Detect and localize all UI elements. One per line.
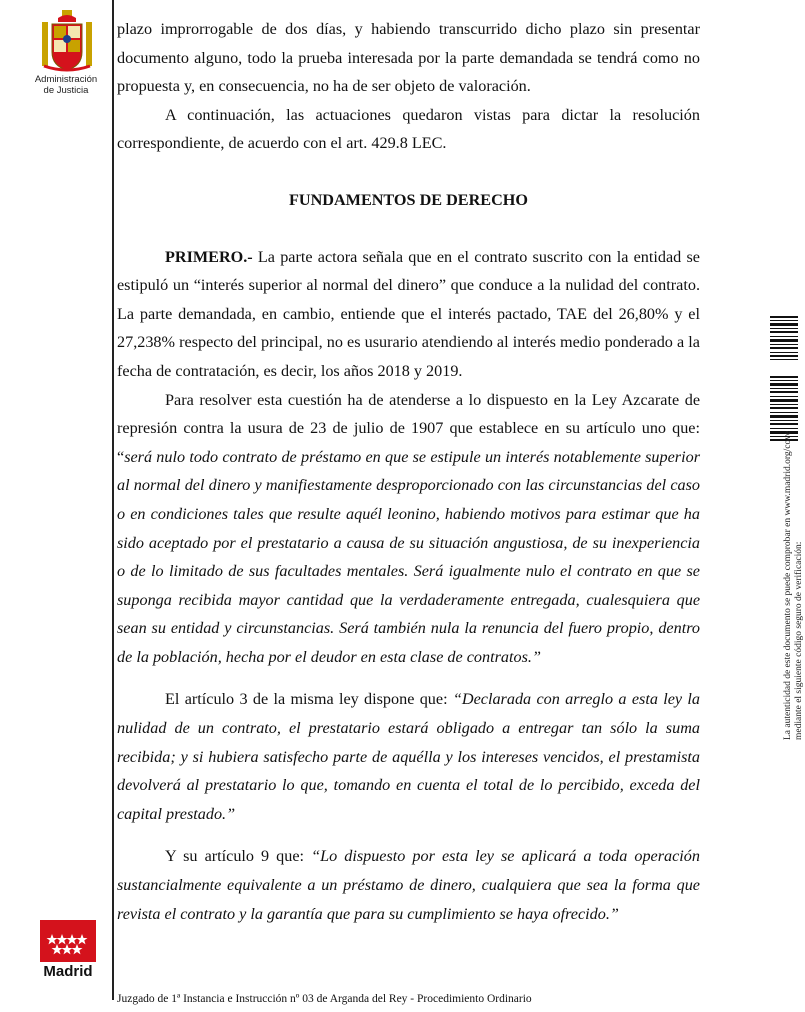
madrid-label: Madrid <box>43 963 93 980</box>
document-body <box>117 15 700 928</box>
margin-rule <box>112 0 114 1000</box>
footer-court-line: Juzgado de 1ª Instancia e Instrucción nº 03 de Arganda del Rey - Procedimiento Ordinario <box>117 993 532 1005</box>
paragraph-4 <box>117 386 700 672</box>
paragraph-5-text: El artículo 3 de la misma ley dispone que: <box>165 690 453 709</box>
primero-text: La parte actora señala que en el contrato suscrito con la entidad se estipuló un “interés superior al normal del dinero” que conduce a la nulidad del contrato. La parte demandada, en cambio, entiende que el interés pactado, TAE del 26,80% y el 27,238% respecto del principal, no es usurario atendiendo al interés medio ponderado a la fecha de contratación, es decir, los años 2018 y 2019. <box>117 247 700 380</box>
paragraph-5 <box>117 685 700 828</box>
paragraph-2: A continuación, las actuaciones quedaron vistas para dictar la resolución correspondiente, de acuerdo con el art. 429.8 LEC. <box>117 105 700 153</box>
institution-label <box>30 74 102 96</box>
paragraph-primero <box>117 243 700 386</box>
paragraph-5-quote: “Declarada con arreglo a esta ley la nulidad de un contrato, el prestatario estará obligado a entregar tan sólo la suma recibida; y si hubiera satisfecho parte de aquélla y los intereses vencidos, el prestamista devolverá al prestatario lo que, tomando en cuenta el total de lo percibido, exceda del capital prestado.” <box>117 690 701 823</box>
institution-line-1: Administración <box>34 74 98 85</box>
section-heading: FUNDAMENTOS DE DERECHO <box>289 190 528 209</box>
madrid-stars-icon <box>40 920 96 962</box>
madrid-flag-logo <box>40 920 96 962</box>
paragraph-6-quote: “Lo dispuesto por esta ley se aplicará a toda operación sustancialmente equivalente a un préstamo de dinero, cualquiera que sea la forma que revista el contrato y la garantía que para su cumplimiento se haya ofrecido.” <box>117 847 700 923</box>
primero-label: PRIMERO.- <box>165 247 253 266</box>
verification-line-1: La autenticidad de este documento se puede comprobar en www.madrid.org/cove <box>783 430 793 740</box>
paragraph-1: plazo improrrogable de dos días, y habiendo transcurrido dicho plazo sin presentar documento alguno, todo la prueba interesada por la parte demandada se tendrá como no propuesta y, en consecuencia, no ha de ser objeto de valoración. <box>117 20 700 96</box>
institution-line-2: de Justicia <box>43 85 89 96</box>
paragraph-6-text: Y su artículo 9 que: <box>165 847 312 866</box>
paragraph-6 <box>117 842 700 928</box>
barcode <box>770 316 798 442</box>
paragraph-4-quote: será nulo todo contrato de préstamo en que se estipule un interés notablemente superior al normal del dinero y manifiestamente desproporcionado con las circunstancias del caso o en condiciones tales que resulte aquél leonino, habiendo motivos para estimar que ha sido aceptado por el prestatario a causa de su situación angustiosa, de su inexperiencia o de lo limitado de sus facultades mentales. Será igualmente nulo el contrato en que se suponga recibida mayor cantidad que la verdaderamente entregada, cualesquiera que sean su entidad y circunstancias. Será también nula la renuncia del fuero propio, dentro de la población, hecha por el deudor en esta clase de contratos.” <box>117 447 700 666</box>
spain-coat-of-arms-logo <box>36 8 98 78</box>
paragraph-4-text: Para resolver esta cuestión ha de atenderse a lo dispuesto en la Ley Azcarate de represión contra la usura de 23 de julio de 1907 que establece en su artículo uno que: “ <box>117 390 700 466</box>
verification-line-2: mediante el siguiente código seguro de verificación: <box>794 541 804 740</box>
